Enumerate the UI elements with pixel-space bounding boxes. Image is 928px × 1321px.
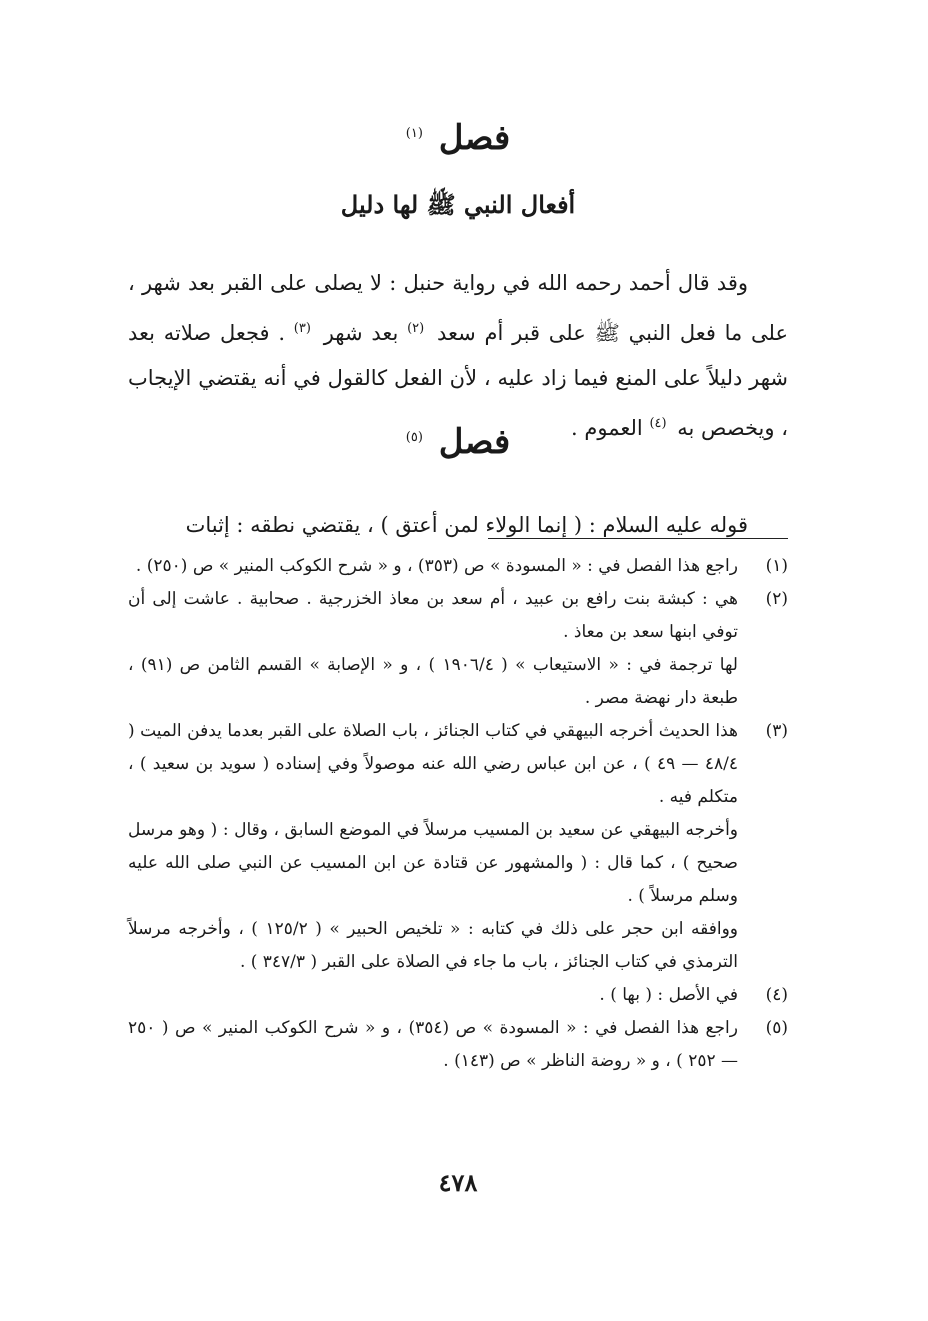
footnote-ref: (٤) <box>649 416 667 431</box>
section-heading <box>128 118 788 158</box>
footnote-number: (١) <box>765 556 788 576</box>
footnote-item <box>128 550 788 583</box>
footnote-text: هي : كبشة بنت رافع بن عبيد ، أم سعد بن معاذ الخزرجية . صحابية . عاشت إلى أن توفي ابنها سعد بن معاذ . <box>128 589 738 642</box>
footnote-ref: (٣) <box>293 321 311 336</box>
footnote-text: راجع هذا الفصل في : « المسودة » ص (٣٥٤) ، و « شرح الكوكب المنير » ص ( ٢٥٠ — ٢٥٢ ) ، و « روضة الناظر » ص (١٤٣) . <box>128 1018 738 1071</box>
page-number: ٤٧٨ <box>438 1168 478 1197</box>
book-page <box>128 0 788 1321</box>
footnote-text: لها ترجمة في : « الاستيعاب » ( ١٩٠٦/٤ ) ، و « الإصابة » القسم الثامن ص (٩١) ، طبعة دار نهضة مصر . <box>128 655 738 708</box>
footnote-text: راجع هذا الفصل في : « المسودة » ص (٣٥٣) ، و « شرح الكوكب المنير » ص (٢٥٠) . <box>135 556 738 576</box>
section-heading-title: فصل <box>438 118 511 158</box>
footnote-item <box>128 583 788 715</box>
footnote-item <box>128 1012 788 1078</box>
footnote-item <box>128 979 788 1012</box>
paragraph-text: . فجعل صلاته بعد شهر دليلاً على المنع فيما زاد عليه ، لأن الفعل كالقول في أنه يقتضي الإيجاب ، ويخصص به <box>128 321 788 440</box>
footnote-text: ووافقه ابن حجر على ذلك في كتابه : « تلخيص الحبير » ( ١٢٥/٢ ) ، وأخرجه مرسلاً الترمذي في كتاب الجنائز ، باب ما جاء في الصلاة على القبر ( ٣٤٧/٣ ) . <box>128 919 738 972</box>
paragraph-text: وقد قال أحمد رحمه الله في رواية حنبل : لا يصلى على القبر بعد شهر ، على ما فعل النبي ﷺ على قبر أم سعد <box>128 271 789 345</box>
body-paragraph: قوله عليه السلام : ( إنما الولاء لمن أعتق ) ، يقتضي نطقه : إثبات <box>185 513 748 537</box>
section-subtitle: أفعال النبي ﷺ لها دليل <box>340 190 576 219</box>
footnote-text: وأخرجه البيهقي عن سعيد بن المسيب مرسلاً في الموضع السابق ، وقال : ( وهو مرسل صحيح ) ، كما قال : ( والمشهور عن قتادة عن ابن المسيب عن النبي صلى الله عليه وسلم مرسلاً ) . <box>128 820 738 906</box>
section-heading-title: فصل <box>438 422 511 462</box>
section-heading <box>128 422 788 462</box>
footnote-number: (٤) <box>765 985 788 1005</box>
footnote-number: (٥) <box>765 1018 788 1038</box>
footnote-item <box>128 715 788 979</box>
paragraph-text: العموم . <box>571 416 643 440</box>
footnote-text: هذا الحديث أخرجه البيهقي في كتاب الجنائز ، باب الصلاة على القبر بعدما يدفن الميت ( ٤٨/٤ — ٤٩ ) ، عن ابن عباس رضي الله عنه موصولاً وفي إسناده ( سويد بن سعيد ) ، متكلم فيه . <box>128 721 738 807</box>
footnote-number: (٣) <box>765 721 788 741</box>
footnote-ref: (٢) <box>407 321 425 336</box>
paragraph-text: بعد شهر <box>323 321 399 345</box>
footnote-divider <box>488 538 788 539</box>
footnotes <box>128 550 788 1078</box>
footnote-ref: (٥) <box>405 429 423 445</box>
footnote-ref: (١) <box>405 125 423 141</box>
footnote-number: (٢) <box>765 589 788 609</box>
footnote-text: في الأصل : ( بها ) . <box>599 985 738 1005</box>
